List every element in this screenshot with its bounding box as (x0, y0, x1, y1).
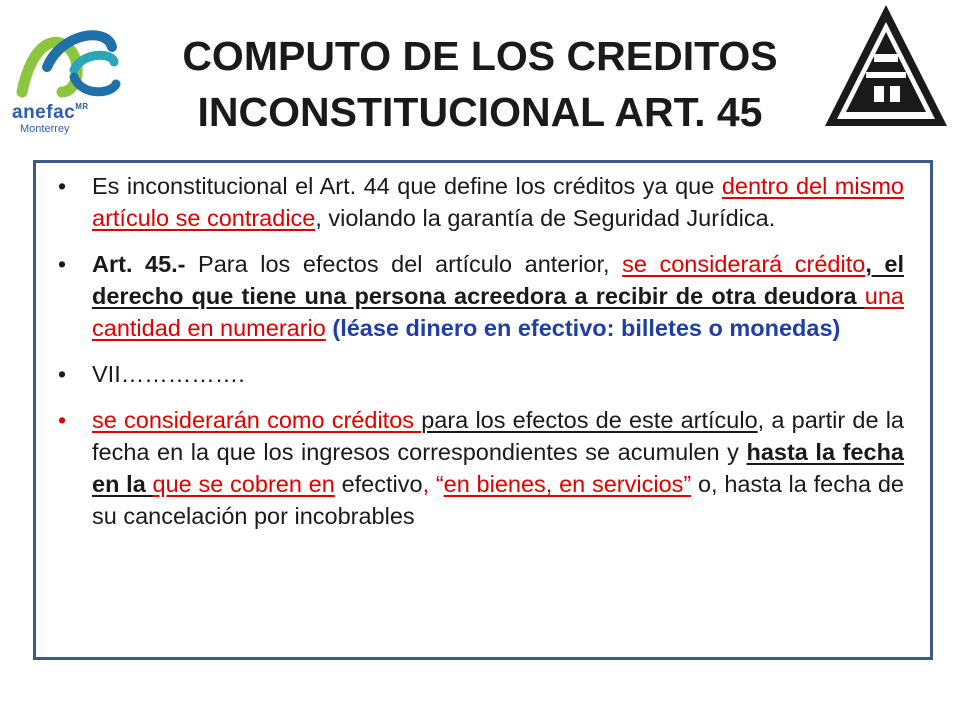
title-line-2: INCONSTITUCIONAL ART. 45 (197, 89, 763, 135)
bullet-list (58, 170, 904, 546)
bullet-item-3: • VII……………. (58, 358, 904, 390)
anefac-logo (12, 22, 132, 142)
title-line-1: COMPUTO DE LOS CREDITOS (182, 33, 778, 79)
bullet-dot-icon: • (58, 361, 67, 387)
bullet-item-2: • Art. 45.- Para los efectos del artículo anterior, se considerará crédito, el derecho que tiene una persona acreedora a recibir de otra deudora una cantidad en numerario (léase dinero en efectivo: billetes o monedas) (58, 248, 904, 344)
bullet-dot-icon: • (58, 407, 67, 433)
anefac-brand-text: anefac$^{MR}$ (12, 102, 89, 123)
bullet-dot-icon: • (58, 173, 67, 199)
pyramid-logo (822, 2, 950, 130)
bullet-dot-icon: • (58, 251, 67, 277)
bullet-item-4: • se considerarán como créditos para los efectos de este artículo, a partir de la fecha en la que los ingresos correspondientes se acumulen y hasta la fecha en la que se cobren en efectivo, “en bienes, en servicios” o, hasta la fecha de su cancelación por incobrables (58, 404, 904, 532)
anefac-city-text: Monterrey (20, 123, 70, 135)
bullet-item-1: • Es inconstitucional el Art. 44 que define los créditos ya que dentro del mismo artículo se contradice, violando la garantía de Seguridad Jurídica. (58, 170, 904, 234)
page-title (150, 28, 810, 140)
pyramid-icon (822, 2, 950, 130)
anefac-ae-mark-icon (12, 22, 122, 102)
